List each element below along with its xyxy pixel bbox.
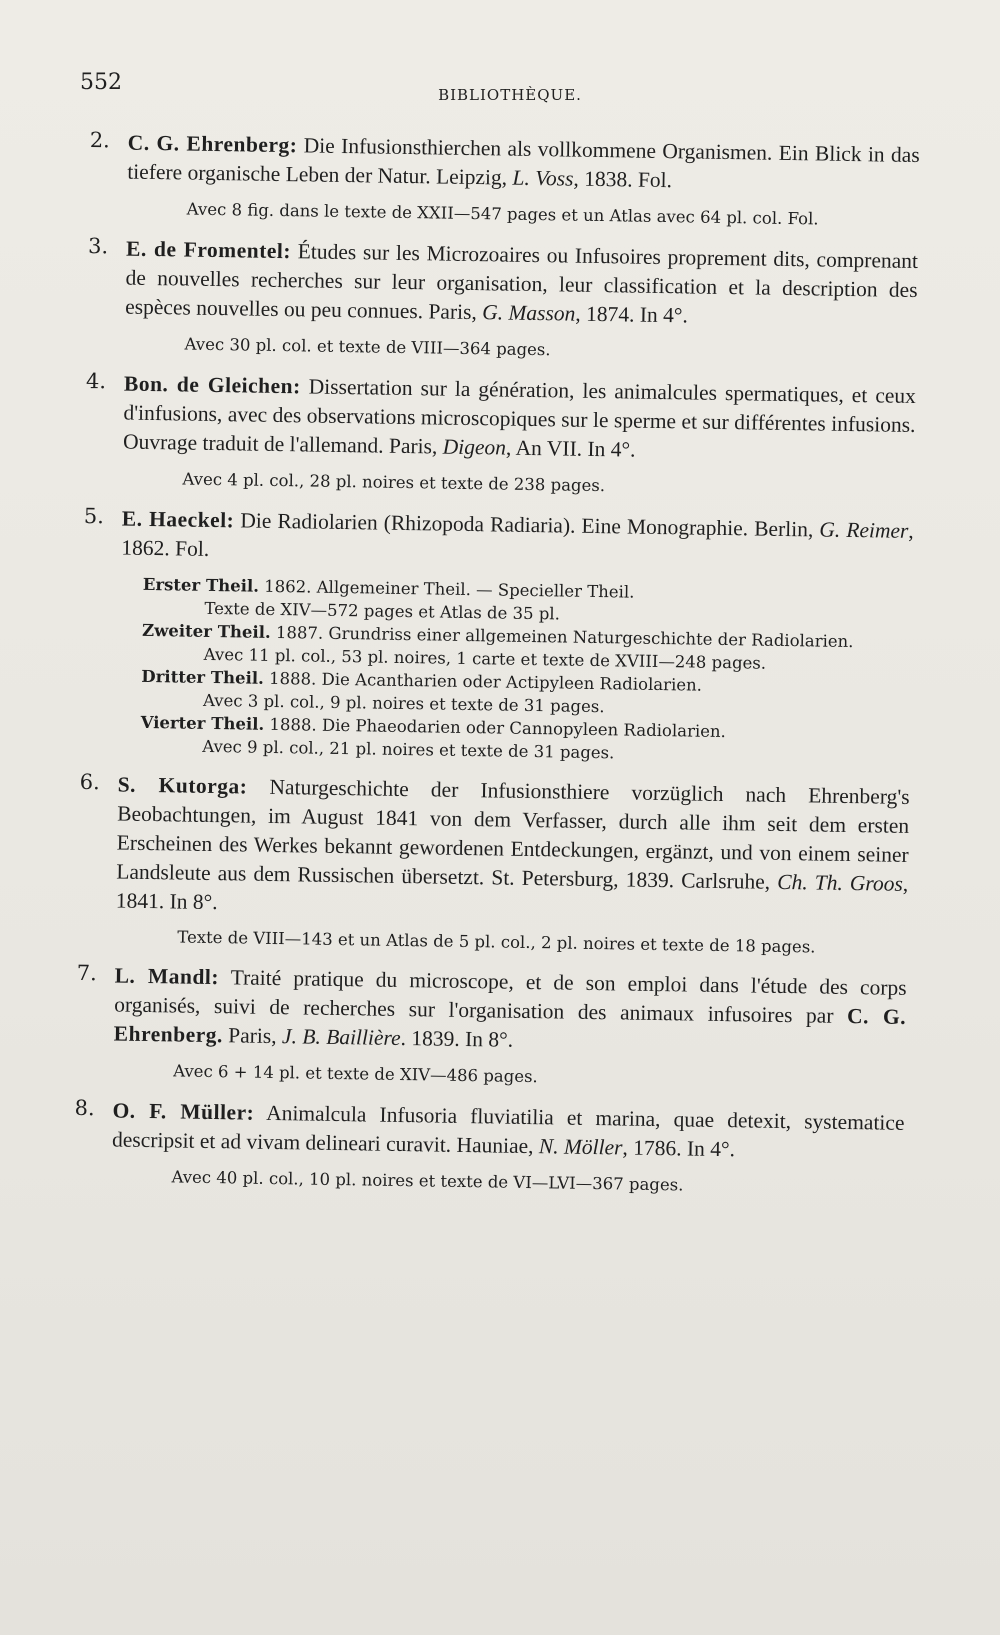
entry-note: Avec 30 pl. col. et texte de VIII—364 pages. [184, 334, 551, 360]
entry-author: O. F. Müller: [112, 1098, 255, 1125]
entry-author: E. Haeckel: [121, 506, 235, 533]
entry-imprint: , 1786. In 4°. [622, 1135, 736, 1162]
part-detail: Texte de XIV—572 pages et Atlas de 35 pl. [204, 598, 561, 624]
entry-publisher: Digeon [442, 434, 507, 460]
entry-number: 3. [87, 233, 109, 259]
bibliography-entry [89, 128, 920, 233]
entry-title: Dissertation sur la génération, les animalcules spermatiques, et ceux d'infusions, avec des observations microscopiques sur le sperme et sur différentes infusions. Ouvrage traduit de l'allemand. Paris, [122, 374, 917, 459]
bibliography-entry [84, 369, 916, 503]
entry-note: Avec 6 + 14 pl. et texte de XIV—486 pages. [173, 1061, 538, 1087]
entry-title: Die Radiolarien (Rhizopoda Radiaria). Eine Monographie. Berlin, [234, 508, 820, 542]
entry-number: 4. [85, 368, 107, 394]
entry-note: Avec 40 pl. col., 10 pl. noires et texte de VI—LVI—367 pages. [171, 1167, 684, 1195]
entry-title: Die Infusionsthierchen als vollkommene Organismen. Ein Blick in das tiefere organische Leben der Natur. Leipzig, [127, 133, 920, 190]
entry-imprint: , An VII. In 4°. [505, 435, 636, 462]
bibliography-entry [80, 504, 914, 769]
entry-note: Avec 4 pl. col., 28 pl. noires et texte de 238 pages. [182, 469, 606, 496]
entry-citation [116, 771, 910, 928]
entry-imprint: , 1841. In 8°. [115, 871, 909, 915]
part-title: 1887. Grundriss einer allgemeinen Naturgeschichte der Radiolarien. [270, 622, 854, 652]
entry-coauthor: C. G. Ehrenberg. [113, 1004, 907, 1048]
entry-place: Paris, [222, 1023, 283, 1049]
entry-citation [112, 1096, 905, 1166]
part-title: 1888. Die Acantharien oder Actipyleen Radiolarien. [263, 668, 703, 695]
entry-citation [125, 235, 918, 334]
part-detail: Avec 11 pl. col., 53 pl. noires, 1 carte et texte de XVIII—248 pages. [203, 644, 767, 673]
entry-publisher: J. B. Baillière [281, 1024, 401, 1050]
entry-number: 8. [74, 1095, 95, 1121]
part-title: 1862. Allgemeiner Theil. — Specieller Theil. [258, 576, 635, 602]
entry-title: Animalcula Infusoria fluviatilia et marina, quae detexit, systematice descripsit et ad vivam delineari curavit. Hauniae, [111, 1100, 905, 1159]
entry-citation [123, 370, 916, 469]
entry-number: 7. [76, 960, 97, 986]
entry-author: Bon. de Gleichen: [123, 371, 301, 399]
entry-author: S. Kutorga: [117, 772, 248, 799]
entry-publisher: Ch. Th. Groos [777, 869, 904, 896]
entry-imprint: , 1862. Fol. [121, 518, 914, 561]
part-label: Dritter Theil. [141, 666, 265, 688]
bibliography-entry [86, 234, 918, 368]
entry-citation [121, 505, 914, 575]
entry-note: Avec 8 fig. dans le texte de XXII—547 pages et un Atlas avec 64 pl. col. Fol. [186, 199, 819, 229]
entry-title: Naturgeschichte der Infusionsthiere vorzüglich nach Ehrenberg's Beobachtungen, im August 1841 von dem Verfasser, durch alle ihm seit dem ersten Erscheinen des Werkes bekannt gewordenen Entdeckungen, ergänzt, und von einem seiner Landsleute aus dem Russischen übersetzt. St. Petersburg, 1839. Carlsruhe, [116, 774, 910, 894]
entry-imprint: . 1839. In 8°. [400, 1025, 514, 1052]
entry-title: Études sur les Microzoaires ou Infusoires proprement dits, comprenant de nouvelles recherches sur leur organisation, leur classification et la description des espèces nouvelles ou peu connues. Paris, [125, 239, 919, 325]
entry-imprint: , 1838. Fol. [573, 166, 673, 193]
entry-publisher: G. Masson [482, 300, 576, 326]
entry-citation [127, 129, 920, 199]
part-detail: Avec 3 pl. col., 9 pl. noires et texte de 31 pages. [202, 690, 605, 717]
bibliography-entry [75, 961, 907, 1095]
entry-author: C. G. Ehrenberg: [127, 130, 298, 158]
running-head: BIBLIOTHÈQUE. [438, 86, 582, 104]
part-label: Vierter Theil. [140, 712, 265, 734]
entry-number: 6. [79, 769, 100, 795]
entry-number: 2. [89, 128, 111, 153]
part-label: Erster Theil. [142, 574, 260, 596]
bibliography-list [73, 128, 920, 1215]
entry-publisher: G. Reimer [819, 517, 909, 543]
entry-number: 5. [83, 503, 105, 529]
entry-imprint: , 1874. In 4°. [575, 301, 689, 328]
page-number: 552 [80, 70, 122, 95]
entry-publisher: L. Voss [512, 165, 574, 191]
entry-publisher: N. Möller [538, 1134, 623, 1160]
bibliography-entry [77, 770, 910, 960]
entry-citation [114, 961, 907, 1060]
bibliography-entry [73, 1096, 904, 1201]
entry-title: Traité pratique du microscope, et de son emploi dans l'étude des corps organisés, suivi de recherches sur l'organisation des animaux infusoires par [114, 965, 907, 1028]
entry-note: Texte de VIII—143 et un Atlas de 5 pl. col., 2 pl. noires et texte de 18 pages. [177, 927, 816, 957]
part-title: 1888. Die Phaeodarien oder Cannopyleen Radiolarien. [264, 714, 726, 742]
entry-author: E. de Fromentel: [125, 236, 292, 264]
entry-author: L. Mandl: [114, 963, 220, 990]
part-label: Zweiter Theil. [141, 620, 271, 642]
part-detail: Avec 9 pl. col., 21 pl. noires et texte de 31 pages. [202, 736, 615, 763]
